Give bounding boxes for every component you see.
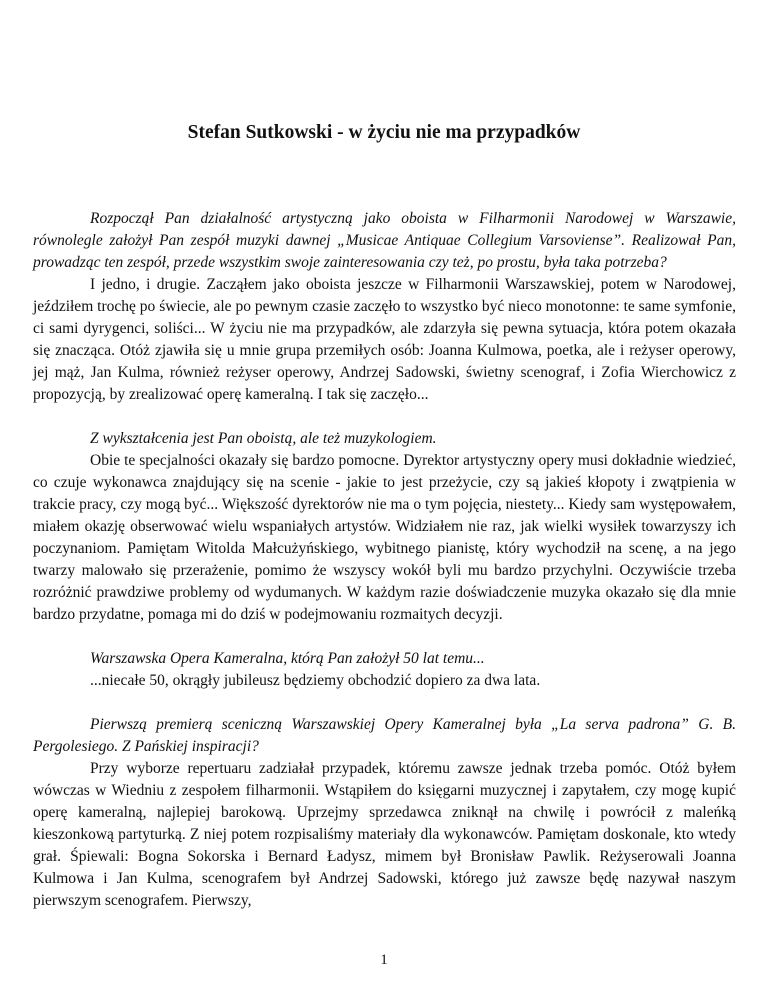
interview-answer: Obie te specjalności okazały się bardzo pomocne. Dyrektor artystyczny opery musi dokładnie wiedzieć, co czuje wykonawca znajdujący się na scenie - jakie to jest przeżycie, czy są jakieś kłopoty i zwątpienia w trakcie pracy, czy mogą być... Większość dyrektorów nie ma o tym pojęcia, niestety... Kiedy sam występowałem, miałem okazję obserwować wielu wspaniałych artystów. Widziałem nie raz, jak wielki wysiłek towarzyszy ich poczynaniom. Pamiętam Witolda Małcużyńskiego, wybitnego pianistę, który wychodził na scenę, a na jego twarzy malowało się przerażenie, pomimo że wszyscy wokół byli mu bardzo przychylni. Oczywiście trzeba rozróżnić prawdziwe problemy od wydumanych. W każdym razie doświadczenie muzyka okazało się dla mnie bardzo przydatne, pomaga mi do dziś w podejmowaniu rozmaitych decyzji. <box>33 452 736 623</box>
interview-question: Pierwszą premierą sceniczną Warszawskiej Opery Kameralnej była „La serva padrona” G. B. Pergolesiego. Z Pańskiej inspiracji? <box>33 716 736 755</box>
paragraph-gap <box>33 692 736 714</box>
page-number: 1 <box>380 952 388 968</box>
interview-answer: I jedno, i drugie. Zacząłem jako oboista jeszcze w Filharmonii Warszawskiej, potem w Narodowej, jeździłem trochę po świecie, ale po pewnym czasie zaczęło to wszystko być nieco monotonne: te same symfonie, ci sami dyrygenci, soliści... W życiu nie ma przypadków, ale zdarzyła się pewna sytuacja, która potem okazała się znacząca. Otóż zjawiła się u mnie grupa przemiłych osób: Joanna Kulmowa, poetka, ale i reżyser operowy, jej mąż, Jan Kulma, również reżyser operowy, Andrzej Sadowski, świetny scenograf, i Zofia Wierchowicz z propozycją, by zrealizować operę kameralną. I tak się zaczęło... <box>33 276 736 403</box>
interview-block <box>33 648 736 692</box>
article-body <box>33 208 736 912</box>
interview-answer: ...niecałe 50, okrągły jubileusz będziemy obchodzić dopiero za dwa lata. <box>90 672 541 689</box>
interview-question: Z wykształcenia jest Pan oboistą, ale też muzykologiem. <box>90 430 437 447</box>
interview-block <box>33 714 736 912</box>
interview-question: Warszawska Opera Kameralna, którą Pan założył 50 lat temu... <box>90 650 485 667</box>
interview-answer: Przy wyborze repertuaru zadziałał przypadek, któremu zawsze jednak trzeba pomóc. Otóż byłem wówczas w Wiedniu z zespołem filharmonii. Wstąpiłem do księgarni muzycznej i zapytałem, czy mogę kupić operę kameralną, najlepiej barokową. Uprzejmy sprzedawca zniknął na chwilę i powrócił z maleńką kieszonkową partyturką. Z niej potem rozpisaliśmy materiały dla wykonawców. Pamiętam doskonale, kto wtedy grał. Śpiewali: Bogna Sokorska i Bernard Ładysz, mimem był Bronisław Pawlik. Reżyserowali Joanna Kulmowa i Jan Kulma, scenografem był Andrzej Sadowski, którego już zawsze będę nazywał naszym pierwszym scenografem. Pierwszy, <box>33 760 736 909</box>
article-title: Stefan Sutkowski - w życiu nie ma przypadków <box>187 122 581 143</box>
interview-question: Rozpoczął Pan działalność artystyczną jako oboista w Filharmonii Narodowej w Warszawie, równolegle założył Pan zespół muzyki dawnej „Musicae Antiquae Collegium Varsoviense”. Realizował Pan, prowadząc ten zespół, przede wszystkim swoje zainteresowania czy też, po prostu, była taka potrzeba? <box>33 210 736 271</box>
interview-block <box>33 428 736 626</box>
interview-block <box>33 208 736 406</box>
paragraph-gap <box>33 406 736 428</box>
paragraph-gap <box>33 626 736 648</box>
